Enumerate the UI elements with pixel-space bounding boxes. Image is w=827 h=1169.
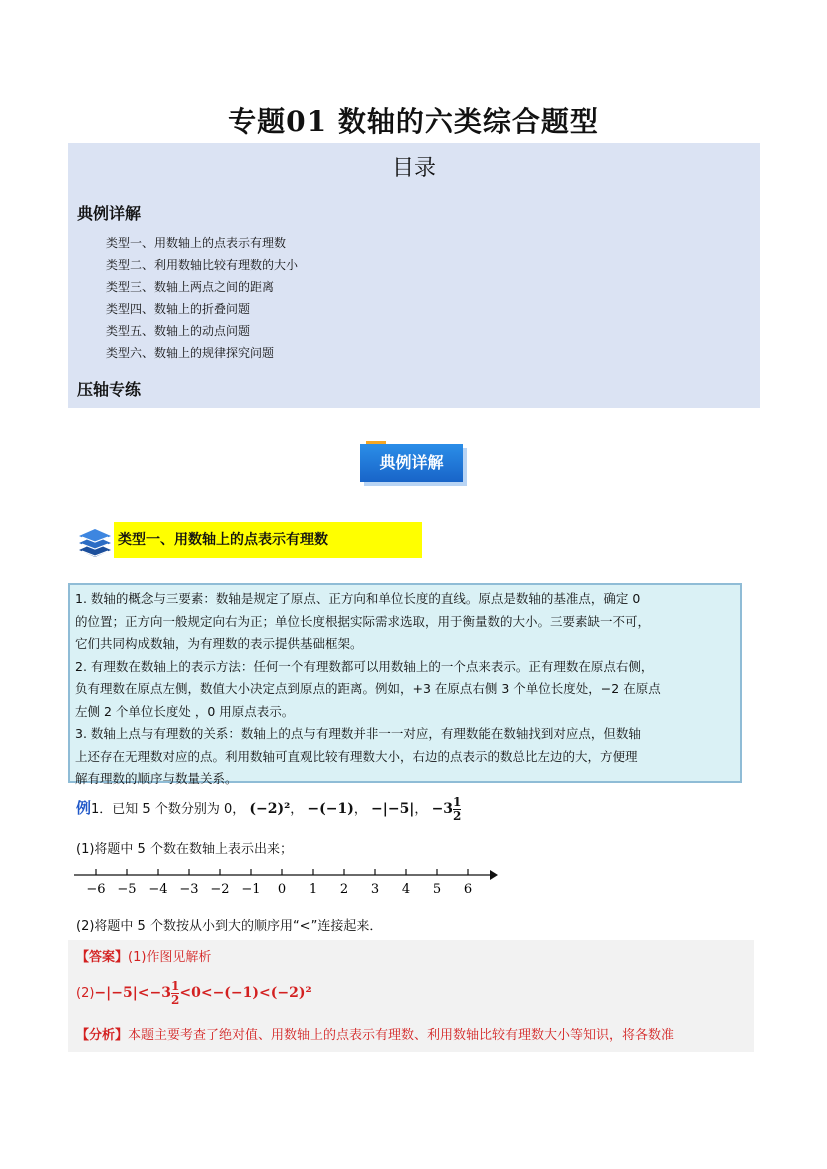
tick-label: −2	[210, 882, 230, 897]
answer-box	[68, 940, 754, 1052]
toc-section-examples[interactable]: 典例详解	[77, 204, 142, 223]
type-label: 类型一、用数轴上的点表示有理数	[114, 522, 422, 558]
tick-label: 3	[370, 882, 380, 897]
page-title: 专题01 数轴的六类综合题型	[228, 105, 599, 138]
separator: ，	[290, 802, 304, 817]
arrow-right-icon	[490, 870, 498, 880]
tick-label: 6	[463, 882, 473, 897]
tick-label: −3	[179, 882, 199, 897]
expr-square: (−2)²	[249, 801, 291, 817]
concept-line: 的位置；正方向一般规定向右为正；单位长度根据实际需求选取，用于衡量数的大小。三要素缺一不可，	[75, 613, 651, 629]
toc-item[interactable]: 类型一、用数轴上的点表示有理数	[106, 236, 287, 250]
toc-list	[106, 232, 298, 364]
answer-tag: 【答案】	[76, 950, 129, 965]
concept-line: 左侧 2 个单位长度处 ，0 用原点表示。	[75, 703, 295, 719]
concept-line: 2. 有理数在数轴上的表示方法：任何一个有理数都可以用数轴上的一个点来表示。正有理数在原点右侧，	[75, 658, 654, 674]
tick-label: 4	[401, 882, 411, 897]
separator: ，	[414, 802, 428, 817]
expr-mixed-whole: −3	[431, 801, 454, 817]
concept-line: 上还存在无理数对应的点。利用数轴可直观比较有理数大小，右边的点表示的数总比左边的大，方便理	[75, 748, 638, 764]
toc-item[interactable]: 类型二、利用数轴比较有理数的大小	[106, 258, 299, 272]
expr-mixed-fraction	[453, 796, 461, 823]
fraction-denominator: 2	[171, 993, 180, 1007]
expr-abs: −|−5|	[371, 801, 415, 817]
toc-section-practice[interactable]: 压轴专练	[77, 380, 142, 399]
expr-negation: −(−1)	[307, 801, 354, 817]
analysis-tag: 【分析】	[76, 1028, 129, 1043]
number-line	[72, 864, 502, 898]
separator: ，	[353, 802, 367, 817]
concept-line: 它们共同构成数轴，为有理数的表示提供基础框架。	[75, 636, 363, 651]
example-question	[76, 796, 461, 823]
book-stack-icon	[76, 524, 114, 562]
badge-label: 典例详解	[360, 444, 463, 482]
tick-label: −1	[241, 882, 261, 897]
example-label: 例	[76, 799, 92, 817]
toc-item[interactable]: 类型三、数轴上两点之间的距离	[106, 280, 275, 294]
concept-line: 3. 数轴上点与有理数的关系：数轴上的点与有理数并非一一对应，有理数能在数轴找到对应点，但数轴	[75, 726, 641, 741]
answer-line-2	[76, 980, 312, 1007]
toc-heading: 目录	[391, 156, 436, 181]
answer-expr-left: −|−5|<−3	[94, 985, 172, 1001]
tick-label: −5	[117, 882, 137, 897]
tick-label: 2	[339, 882, 349, 897]
tick-label: −4	[148, 882, 168, 897]
toc-item[interactable]: 类型六、数轴上的规律探究问题	[106, 346, 275, 360]
example-number: 1	[91, 802, 100, 817]
tick-label: 5	[432, 882, 442, 897]
toc-item[interactable]: 类型五、数轴上的动点问题	[106, 324, 251, 338]
tick-label: 0	[277, 882, 287, 897]
answer-expr-right: <0<−(−1)<(−2)²	[179, 985, 312, 1001]
table-of-contents	[68, 143, 760, 408]
concept-box	[68, 583, 742, 786]
fraction-numerator: 1	[453, 795, 462, 809]
analysis-text: 本题主要考查了绝对值、用数轴上的点表示有理数、利用数轴比较有理数大小等知识，将各数准	[128, 1028, 675, 1043]
tick-label: −6	[86, 882, 106, 897]
fraction-denominator: 2	[453, 809, 462, 823]
example-text: ．已知 5 个数分别为 0，	[99, 802, 246, 817]
concept-line: 1. 数轴的概念与三要素：数轴是规定了原点、正方向和单位长度的直线。原点是数轴的基准点，确定 0	[75, 591, 641, 606]
question-2: (2)将题中 5 个数按从小到大的顺序用“<”连接起来．	[76, 919, 383, 934]
analysis-line	[76, 1024, 674, 1043]
fraction-numerator: 1	[171, 979, 180, 993]
toc-item[interactable]: 类型四、数轴上的折叠问题	[106, 302, 251, 316]
answer-part-1: (1)作图见解析	[128, 950, 212, 965]
question-1: (1)将题中 5 个数在数轴上表示出来；	[76, 842, 293, 857]
answer-line-1	[76, 946, 211, 965]
tick-label: 1	[308, 882, 318, 897]
concept-line: 解有理数的顺序与数量关系。	[75, 771, 238, 786]
answer-part-2-prefix: (2)	[76, 986, 95, 1001]
section-badge	[360, 444, 463, 482]
concept-line: 负有理数在原点左侧，数值大小决定点到原点的距离。例如，+3 在原点右侧 3 个单位长度处，−2 在原点	[75, 681, 661, 696]
